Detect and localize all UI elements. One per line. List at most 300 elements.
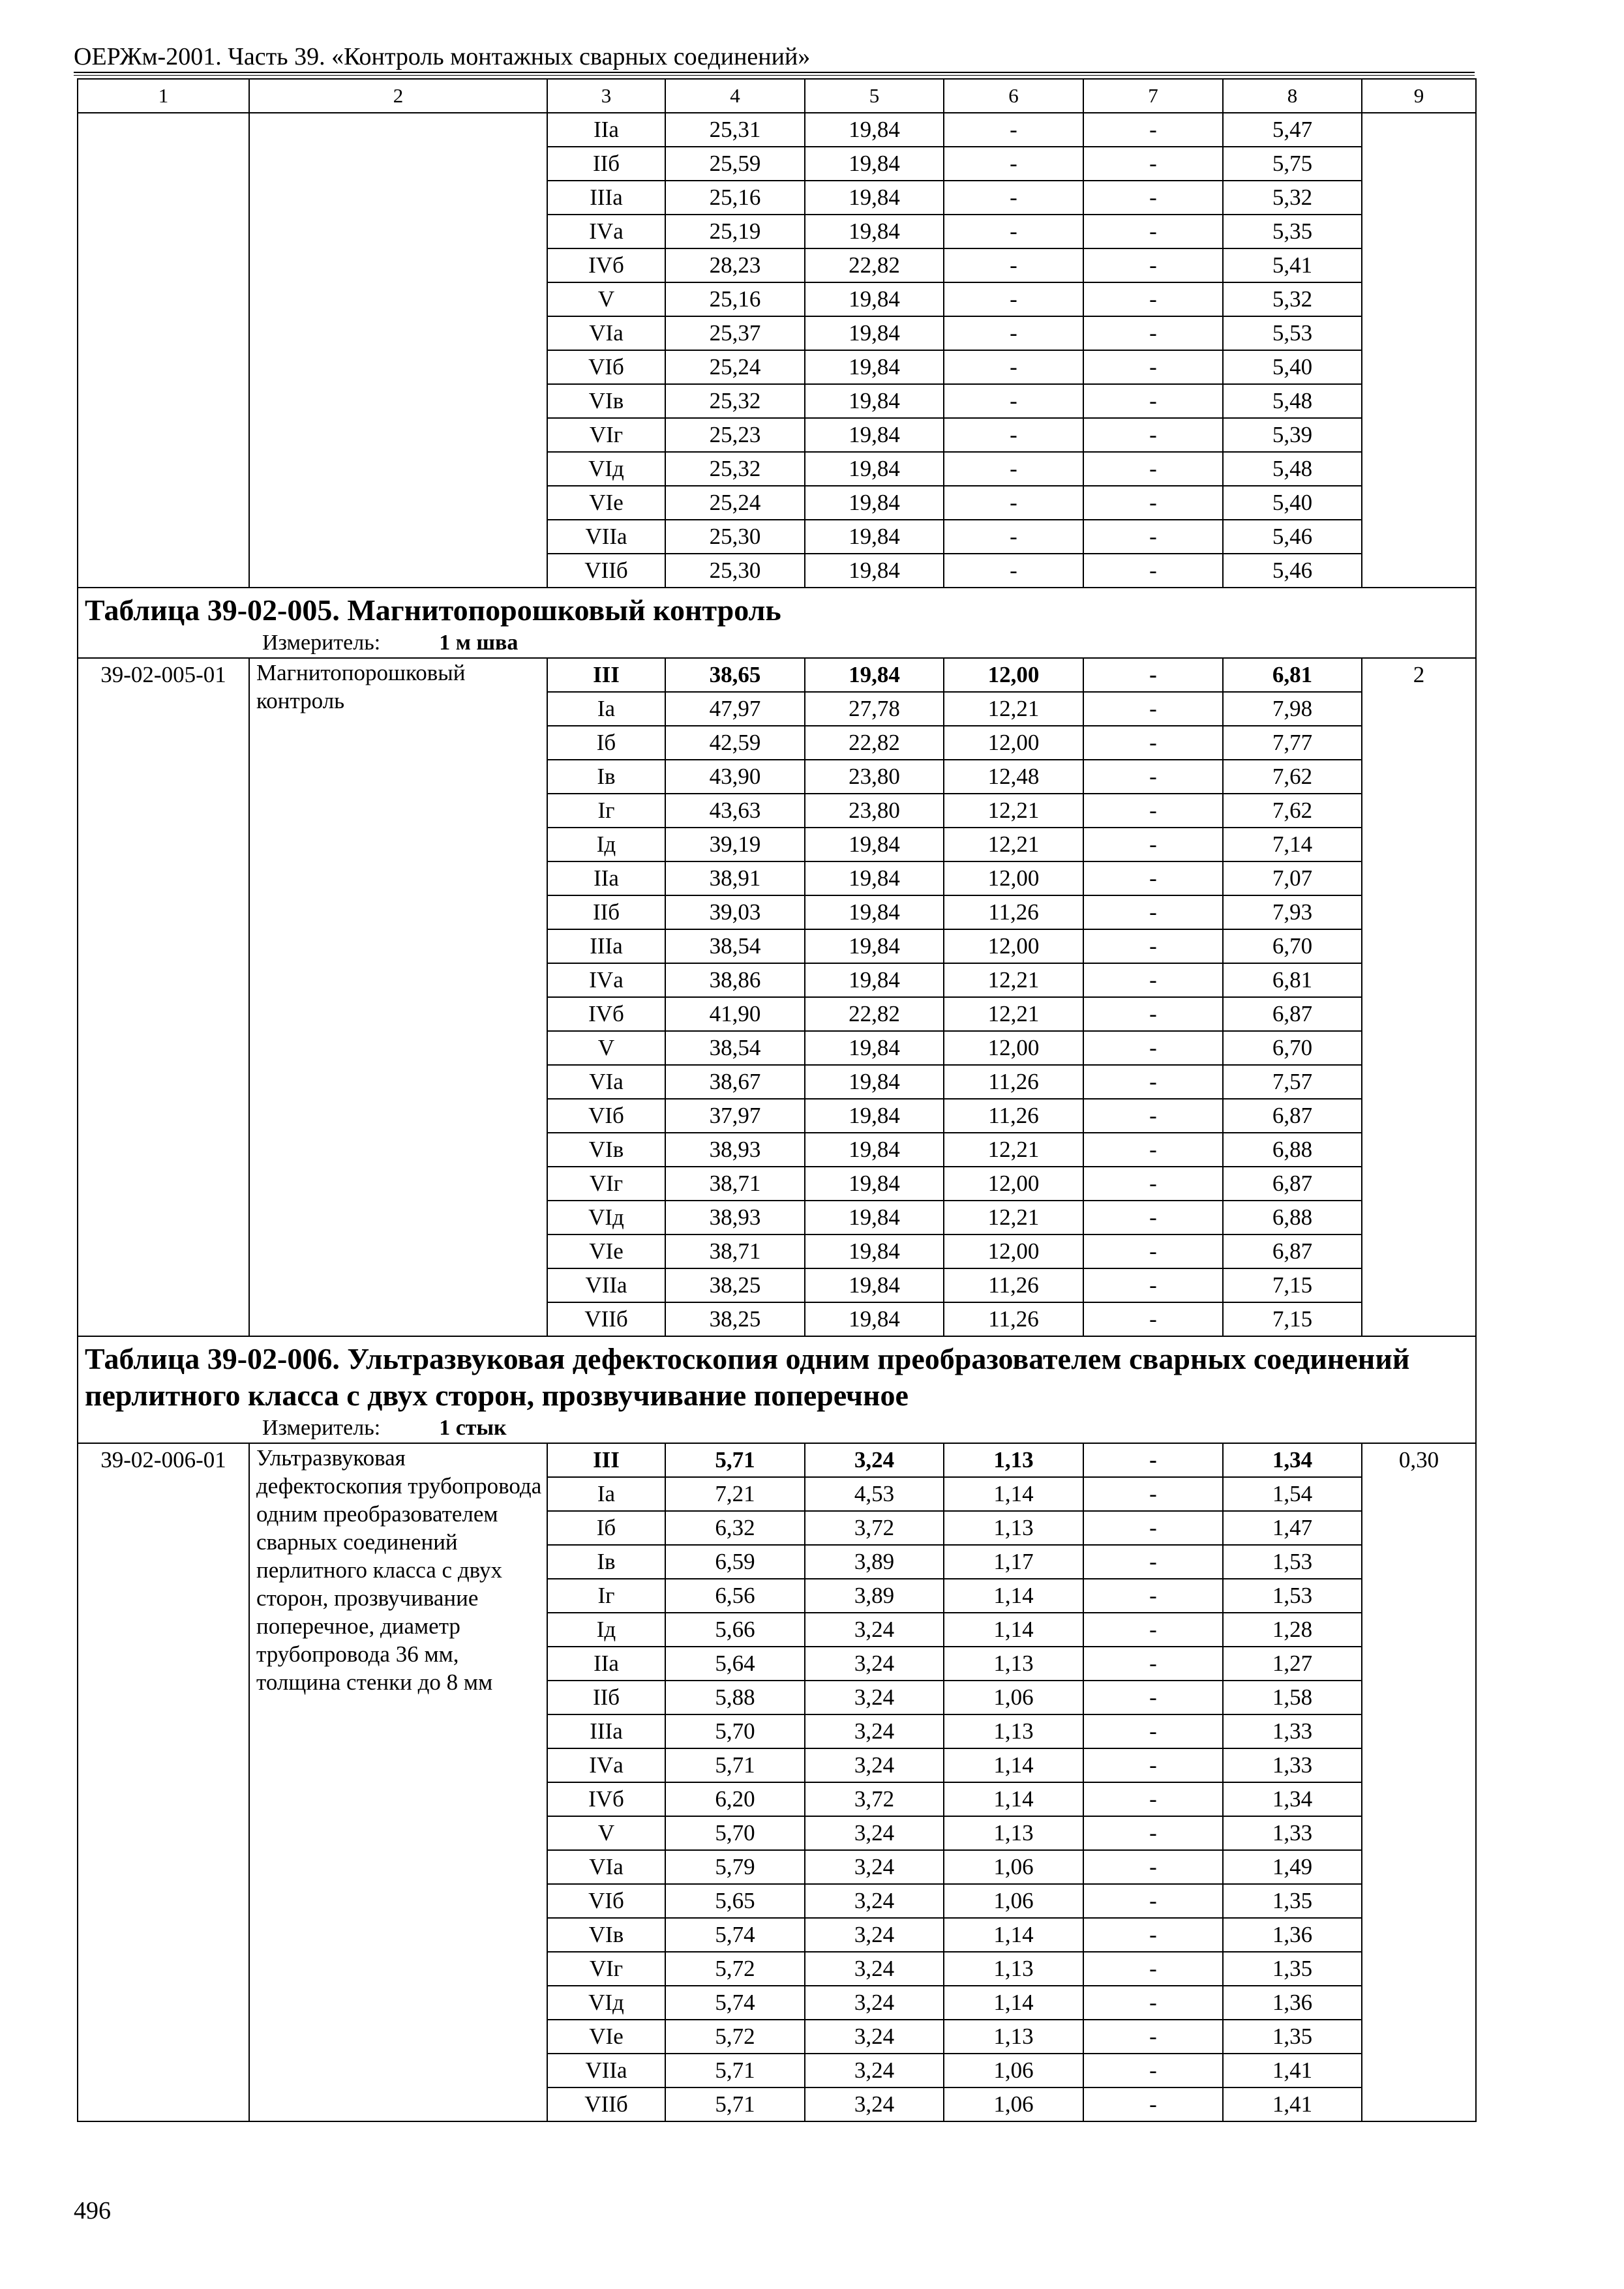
cell-col5: 4,53 <box>805 1477 944 1511</box>
cell-col7: - <box>1083 486 1223 520</box>
cell-col5: 19,84 <box>805 1099 944 1133</box>
cell-col4: 6,56 <box>665 1579 805 1613</box>
cell-col8: 6,88 <box>1223 1133 1362 1167</box>
cell-col6: 1,14 <box>944 1477 1083 1511</box>
cell-col7: - <box>1083 1234 1223 1268</box>
page-header: ОЕРЖм-2001. Часть 39. «Контроль монтажных сварных соединений» <box>74 43 811 70</box>
cell-col6: 12,00 <box>944 929 1083 963</box>
cell-col5: 22,82 <box>805 248 944 282</box>
cell-col4: 38,54 <box>665 1031 805 1065</box>
cell-col8: 7,62 <box>1223 794 1362 828</box>
cell-col6: 1,14 <box>944 1613 1083 1647</box>
cell-col8: 1,35 <box>1223 1884 1362 1918</box>
cell-col8: 1,53 <box>1223 1545 1362 1579</box>
column-header-row <box>78 79 1476 113</box>
rates-table <box>77 78 1477 2122</box>
cell-col7: - <box>1083 895 1223 929</box>
cell-col8: 5,46 <box>1223 554 1362 588</box>
cell-col6: 1,13 <box>944 1714 1083 1748</box>
cell-col4: 5,71 <box>665 1748 805 1782</box>
cell-col6: - <box>944 113 1083 147</box>
cell-col6: 1,17 <box>944 1545 1083 1579</box>
cell-col4: 25,32 <box>665 384 805 418</box>
cell-zone: IIа <box>547 861 665 895</box>
cell-zone: IVа <box>547 963 665 997</box>
cell-col5: 19,84 <box>805 520 944 554</box>
cell-col6: - <box>944 147 1083 181</box>
cell-col5: 19,84 <box>805 1133 944 1167</box>
cell-col4: 38,71 <box>665 1234 805 1268</box>
table-body <box>78 79 1476 2121</box>
cell-col7: - <box>1083 1443 1223 1477</box>
cell-col7: - <box>1083 1268 1223 1302</box>
cell-zone: IVб <box>547 997 665 1031</box>
cell-col4: 25,24 <box>665 350 805 384</box>
cell-zone: VIIа <box>547 2054 665 2087</box>
page-number: 496 <box>74 2197 111 2224</box>
cell-col7: - <box>1083 1647 1223 1681</box>
cell-col7: - <box>1083 181 1223 215</box>
cell-col7: - <box>1083 282 1223 316</box>
cell-col5: 19,84 <box>805 1065 944 1099</box>
cell-col8: 7,07 <box>1223 861 1362 895</box>
cell-col5: 19,84 <box>805 861 944 895</box>
cell-col4: 5,72 <box>665 1952 805 1986</box>
cell-col4: 5,72 <box>665 2020 805 2054</box>
cell-col5: 19,84 <box>805 282 944 316</box>
cell-col7: - <box>1083 1714 1223 1748</box>
column-header: 3 <box>547 79 665 113</box>
cell-zone: VIIб <box>547 1302 665 1336</box>
cell-col4: 5,79 <box>665 1850 805 1884</box>
cell-zone: VIе <box>547 2020 665 2054</box>
column-header: 7 <box>1083 79 1223 113</box>
cell-col5: 3,24 <box>805 1952 944 1986</box>
cell-col4: 25,37 <box>665 316 805 350</box>
cell-col7: - <box>1083 1613 1223 1647</box>
cell-col5: 19,84 <box>805 113 944 147</box>
cell-col4: 38,93 <box>665 1201 805 1234</box>
cell-col4: 25,30 <box>665 520 805 554</box>
cell-zone: III <box>547 658 665 692</box>
cell-zone: Iв <box>547 760 665 794</box>
cell-col6: 11,26 <box>944 1065 1083 1099</box>
cell-col7: - <box>1083 2087 1223 2121</box>
column-header: 6 <box>944 79 1083 113</box>
cell-col6: - <box>944 384 1083 418</box>
cell-col8: 5,48 <box>1223 452 1362 486</box>
cell-col6: - <box>944 181 1083 215</box>
cell-col4: 43,90 <box>665 760 805 794</box>
cell-col4: 38,71 <box>665 1167 805 1201</box>
cell-col6: 12,21 <box>944 692 1083 726</box>
cell-col6: 12,48 <box>944 760 1083 794</box>
cell-col5: 19,84 <box>805 1031 944 1065</box>
cell-col8: 7,57 <box>1223 1065 1362 1099</box>
cell-col6: 1,06 <box>944 2054 1083 2087</box>
cell-col4: 47,97 <box>665 692 805 726</box>
cell-col4: 28,23 <box>665 248 805 282</box>
cell-col5: 23,80 <box>805 760 944 794</box>
cell-col6: 1,13 <box>944 2020 1083 2054</box>
cell-zone: VIе <box>547 1234 665 1268</box>
cell-zone: Iг <box>547 794 665 828</box>
cell-col4: 43,63 <box>665 794 805 828</box>
cell-col7: - <box>1083 861 1223 895</box>
cell-col5: 3,24 <box>805 1748 944 1782</box>
cell-col5: 3,24 <box>805 2087 944 2121</box>
rate-code: 39-02-006-01 <box>78 1443 249 2121</box>
cell-col7: - <box>1083 248 1223 282</box>
cell-col5: 3,24 <box>805 1816 944 1850</box>
cell-col7: - <box>1083 418 1223 452</box>
cell-col5: 3,24 <box>805 2020 944 2054</box>
cell-col5: 19,84 <box>805 1167 944 1201</box>
column-header: 4 <box>665 79 805 113</box>
cell-col4: 39,19 <box>665 828 805 861</box>
cell-col4: 38,25 <box>665 1268 805 1302</box>
cell-zone: IIIа <box>547 1714 665 1748</box>
norm-value: 0,30 <box>1362 1443 1476 2121</box>
table-title: Таблица 39-02-006. Ультразвуковая дефектоскопия одним преобразователем сварных соединений перлитного класса с двух сторон, прозвучивание поперечное <box>85 1342 1410 1412</box>
cell-col6: 1,13 <box>944 1511 1083 1545</box>
cell-col4: 5,74 <box>665 1918 805 1952</box>
cell-zone: VIв <box>547 1133 665 1167</box>
cell-col6: 12,21 <box>944 828 1083 861</box>
cell-col5: 3,24 <box>805 1681 944 1714</box>
cell-zone: IIIа <box>547 181 665 215</box>
cell-col6: 11,26 <box>944 895 1083 929</box>
cell-col8: 6,70 <box>1223 1031 1362 1065</box>
cell-col8: 1,36 <box>1223 1918 1362 1952</box>
cell-col6: 1,13 <box>944 1816 1083 1850</box>
cell-zone: IIа <box>547 1647 665 1681</box>
cell-col5: 19,84 <box>805 658 944 692</box>
cell-col5: 19,84 <box>805 1302 944 1336</box>
rate-code: 39-02-005-01 <box>78 658 249 1336</box>
meter-label: Измеритель: <box>262 631 381 655</box>
cell-col4: 5,71 <box>665 2054 805 2087</box>
cell-col8: 1,49 <box>1223 1850 1362 1884</box>
cell-col4: 25,16 <box>665 282 805 316</box>
cell-col6: 12,00 <box>944 726 1083 760</box>
cell-col6: 1,06 <box>944 2087 1083 2121</box>
meter-line <box>85 1414 1475 1443</box>
cell-col5: 19,84 <box>805 895 944 929</box>
cell-col7: - <box>1083 1986 1223 2020</box>
cell-col1 <box>78 113 249 588</box>
cell-col7: - <box>1083 1850 1223 1884</box>
cell-col8: 1,35 <box>1223 2020 1362 2054</box>
cell-col8: 7,14 <box>1223 828 1362 861</box>
cell-zone: VIа <box>547 1850 665 1884</box>
rate-description: Ультразвуковая дефектоскопия трубопровода одним преобразователем сварных соединений перлитного класса с двух сторон, прозвучивание поперечное, диаметр трубопровода 36 мм, толщина стенки до 8 мм <box>249 1443 547 2121</box>
cell-zone: IVб <box>547 1782 665 1816</box>
cell-zone: III <box>547 1443 665 1477</box>
cell-col6: - <box>944 418 1083 452</box>
cell-col5: 19,84 <box>805 1201 944 1234</box>
cell-col5: 3,24 <box>805 1714 944 1748</box>
cell-zone: VIд <box>547 1986 665 2020</box>
meter-value: 1 стык <box>439 1416 507 1440</box>
cell-col7: - <box>1083 929 1223 963</box>
cell-col8: 5,41 <box>1223 248 1362 282</box>
cell-col4: 37,97 <box>665 1099 805 1133</box>
cell-col7: - <box>1083 1065 1223 1099</box>
cell-col5: 3,24 <box>805 1443 944 1477</box>
cell-col4: 5,74 <box>665 1986 805 2020</box>
cell-col5: 19,84 <box>805 554 944 588</box>
cell-col4: 25,59 <box>665 147 805 181</box>
cell-col5: 3,24 <box>805 1986 944 2020</box>
cell-col6: 12,00 <box>944 861 1083 895</box>
cell-col4: 6,59 <box>665 1545 805 1579</box>
cell-col8: 1,28 <box>1223 1613 1362 1647</box>
rate-description: Магнитопорошковый контроль <box>249 658 547 1336</box>
cell-col6: - <box>944 452 1083 486</box>
cell-col8: 7,15 <box>1223 1302 1362 1336</box>
cell-col7: - <box>1083 726 1223 760</box>
cell-col8: 5,53 <box>1223 316 1362 350</box>
cell-zone: VIIб <box>547 554 665 588</box>
cell-col5: 19,84 <box>805 418 944 452</box>
cell-col7: - <box>1083 1477 1223 1511</box>
column-header: 2 <box>249 79 547 113</box>
cell-col4: 5,71 <box>665 1443 805 1477</box>
table-title-cell <box>78 588 1476 658</box>
cell-col4: 5,70 <box>665 1714 805 1748</box>
cell-col7: - <box>1083 1031 1223 1065</box>
cell-zone: IVа <box>547 1748 665 1782</box>
table-row <box>78 658 1476 692</box>
cell-col7: - <box>1083 1133 1223 1167</box>
cell-col7: - <box>1083 2020 1223 2054</box>
cell-col5: 19,84 <box>805 147 944 181</box>
cell-col2 <box>249 113 547 588</box>
cell-zone: VIв <box>547 384 665 418</box>
cell-col7: - <box>1083 554 1223 588</box>
cell-col7: - <box>1083 997 1223 1031</box>
cell-col6: 1,06 <box>944 1681 1083 1714</box>
cell-col8: 5,48 <box>1223 384 1362 418</box>
cell-zone: VIе <box>547 486 665 520</box>
cell-zone: IIIа <box>547 929 665 963</box>
cell-col6: 11,26 <box>944 1302 1083 1336</box>
cell-col8: 1,33 <box>1223 1714 1362 1748</box>
cell-col9 <box>1362 113 1476 588</box>
cell-col6: 1,06 <box>944 1884 1083 1918</box>
cell-col7: - <box>1083 350 1223 384</box>
cell-col5: 19,84 <box>805 215 944 248</box>
cell-col8: 5,47 <box>1223 113 1362 147</box>
cell-col4: 6,20 <box>665 1782 805 1816</box>
cell-col6: 1,13 <box>944 1952 1083 1986</box>
cell-col8: 5,75 <box>1223 147 1362 181</box>
cell-zone: Iг <box>547 1579 665 1613</box>
cell-col7: - <box>1083 1545 1223 1579</box>
cell-col6: 12,21 <box>944 1201 1083 1234</box>
cell-col7: - <box>1083 794 1223 828</box>
cell-col8: 1,58 <box>1223 1681 1362 1714</box>
cell-col4: 5,66 <box>665 1613 805 1647</box>
cell-col7: - <box>1083 147 1223 181</box>
table-title-row <box>78 1336 1476 1443</box>
column-header: 1 <box>78 79 249 113</box>
cell-col5: 3,89 <box>805 1545 944 1579</box>
cell-col8: 1,41 <box>1223 2054 1362 2087</box>
norm-value: 2 <box>1362 658 1476 1336</box>
cell-col5: 19,84 <box>805 929 944 963</box>
meter-label: Измеритель: <box>262 1416 381 1440</box>
cell-col5: 3,24 <box>805 1613 944 1647</box>
cell-col7: - <box>1083 1099 1223 1133</box>
cell-col8: 1,27 <box>1223 1647 1362 1681</box>
cell-col6: - <box>944 554 1083 588</box>
cell-col4: 38,54 <box>665 929 805 963</box>
cell-col8: 5,39 <box>1223 418 1362 452</box>
cell-col5: 3,24 <box>805 1850 944 1884</box>
cell-col7: - <box>1083 963 1223 997</box>
cell-zone: Iд <box>547 828 665 861</box>
cell-col8: 5,40 <box>1223 486 1362 520</box>
cell-col7: - <box>1083 828 1223 861</box>
cell-col5: 3,24 <box>805 1884 944 1918</box>
cell-col7: - <box>1083 316 1223 350</box>
cell-col6: 11,26 <box>944 1099 1083 1133</box>
cell-col4: 5,88 <box>665 1681 805 1714</box>
cell-col4: 25,19 <box>665 215 805 248</box>
cell-col7: - <box>1083 692 1223 726</box>
cell-col7: - <box>1083 1884 1223 1918</box>
cell-col8: 5,32 <box>1223 282 1362 316</box>
cell-zone: V <box>547 282 665 316</box>
cell-col5: 19,84 <box>805 316 944 350</box>
cell-col6: - <box>944 486 1083 520</box>
meter-line <box>85 629 1475 657</box>
cell-col7: - <box>1083 1748 1223 1782</box>
cell-zone: VIIб <box>547 2087 665 2121</box>
cell-col6: 1,13 <box>944 1647 1083 1681</box>
cell-col8: 6,87 <box>1223 1167 1362 1201</box>
cell-col6: 1,14 <box>944 1986 1083 2020</box>
cell-col5: 3,89 <box>805 1579 944 1613</box>
cell-col8: 1,41 <box>1223 2087 1362 2121</box>
cell-col4: 7,21 <box>665 1477 805 1511</box>
cell-zone: IVа <box>547 215 665 248</box>
cell-zone: Iа <box>547 1477 665 1511</box>
cell-col7: - <box>1083 1167 1223 1201</box>
cell-col7: - <box>1083 1302 1223 1336</box>
cell-col5: 22,82 <box>805 997 944 1031</box>
cell-zone: VIб <box>547 1099 665 1133</box>
cell-col7: - <box>1083 384 1223 418</box>
table-title: Таблица 39-02-005. Магнитопорошковый контроль <box>85 593 781 627</box>
cell-col6: 1,14 <box>944 1782 1083 1816</box>
cell-col5: 19,84 <box>805 452 944 486</box>
cell-col4: 41,90 <box>665 997 805 1031</box>
cell-col8: 6,70 <box>1223 929 1362 963</box>
cell-col7: - <box>1083 1579 1223 1613</box>
cell-col8: 5,40 <box>1223 350 1362 384</box>
column-header: 5 <box>805 79 944 113</box>
cell-zone: VIа <box>547 1065 665 1099</box>
cell-col4: 38,91 <box>665 861 805 895</box>
cell-col4: 38,93 <box>665 1133 805 1167</box>
cell-zone: VIд <box>547 1201 665 1234</box>
cell-zone: VIIа <box>547 1268 665 1302</box>
cell-col7: - <box>1083 1681 1223 1714</box>
cell-col8: 6,87 <box>1223 997 1362 1031</box>
cell-col4: 5,64 <box>665 1647 805 1681</box>
cell-col8: 1,33 <box>1223 1816 1362 1850</box>
cell-col8: 1,47 <box>1223 1511 1362 1545</box>
cell-col7: - <box>1083 113 1223 147</box>
cell-col5: 19,84 <box>805 1234 944 1268</box>
cell-col8: 1,34 <box>1223 1782 1362 1816</box>
cell-col7: - <box>1083 2054 1223 2087</box>
cell-zone: V <box>547 1816 665 1850</box>
cell-col6: 1,14 <box>944 1579 1083 1613</box>
cell-zone: IIб <box>547 895 665 929</box>
cell-zone: VIIа <box>547 520 665 554</box>
cell-col6: 1,14 <box>944 1748 1083 1782</box>
cell-col8: 7,62 <box>1223 760 1362 794</box>
cell-col6: - <box>944 316 1083 350</box>
cell-col7: - <box>1083 658 1223 692</box>
column-header: 9 <box>1362 79 1476 113</box>
cell-col6: 12,00 <box>944 1167 1083 1201</box>
cell-col8: 1,36 <box>1223 1986 1362 2020</box>
cell-col4: 25,31 <box>665 113 805 147</box>
cell-col5: 3,24 <box>805 1918 944 1952</box>
table-row <box>78 1443 1476 1477</box>
cell-col4: 38,86 <box>665 963 805 997</box>
table-title-cell <box>78 1336 1476 1443</box>
cell-col7: - <box>1083 452 1223 486</box>
cell-col5: 3,24 <box>805 1647 944 1681</box>
cell-zone: V <box>547 1031 665 1065</box>
cell-zone: IIб <box>547 147 665 181</box>
cell-col6: 12,00 <box>944 658 1083 692</box>
cell-col6: - <box>944 282 1083 316</box>
cell-col7: - <box>1083 520 1223 554</box>
cell-zone: Iа <box>547 692 665 726</box>
cell-zone: Iб <box>547 1511 665 1545</box>
cell-zone: VIа <box>547 316 665 350</box>
cell-col6: 12,21 <box>944 1133 1083 1167</box>
cell-col6: 12,21 <box>944 794 1083 828</box>
table-title-row <box>78 588 1476 658</box>
cell-col6: 12,21 <box>944 963 1083 997</box>
cell-col8: 6,81 <box>1223 658 1362 692</box>
cell-col7: - <box>1083 1952 1223 1986</box>
cell-col6: 12,00 <box>944 1234 1083 1268</box>
cell-col4: 6,32 <box>665 1511 805 1545</box>
cell-col8: 6,87 <box>1223 1099 1362 1133</box>
cell-zone: IVб <box>547 248 665 282</box>
cell-col5: 19,84 <box>805 181 944 215</box>
column-header: 8 <box>1223 79 1362 113</box>
cell-col8: 1,34 <box>1223 1443 1362 1477</box>
cell-col6: 12,00 <box>944 1031 1083 1065</box>
cell-col5: 22,82 <box>805 726 944 760</box>
cell-col4: 38,67 <box>665 1065 805 1099</box>
cell-col7: - <box>1083 1511 1223 1545</box>
cell-zone: VIб <box>547 350 665 384</box>
cell-col6: 1,14 <box>944 1918 1083 1952</box>
cell-col4: 38,65 <box>665 658 805 692</box>
cell-col8: 5,32 <box>1223 181 1362 215</box>
